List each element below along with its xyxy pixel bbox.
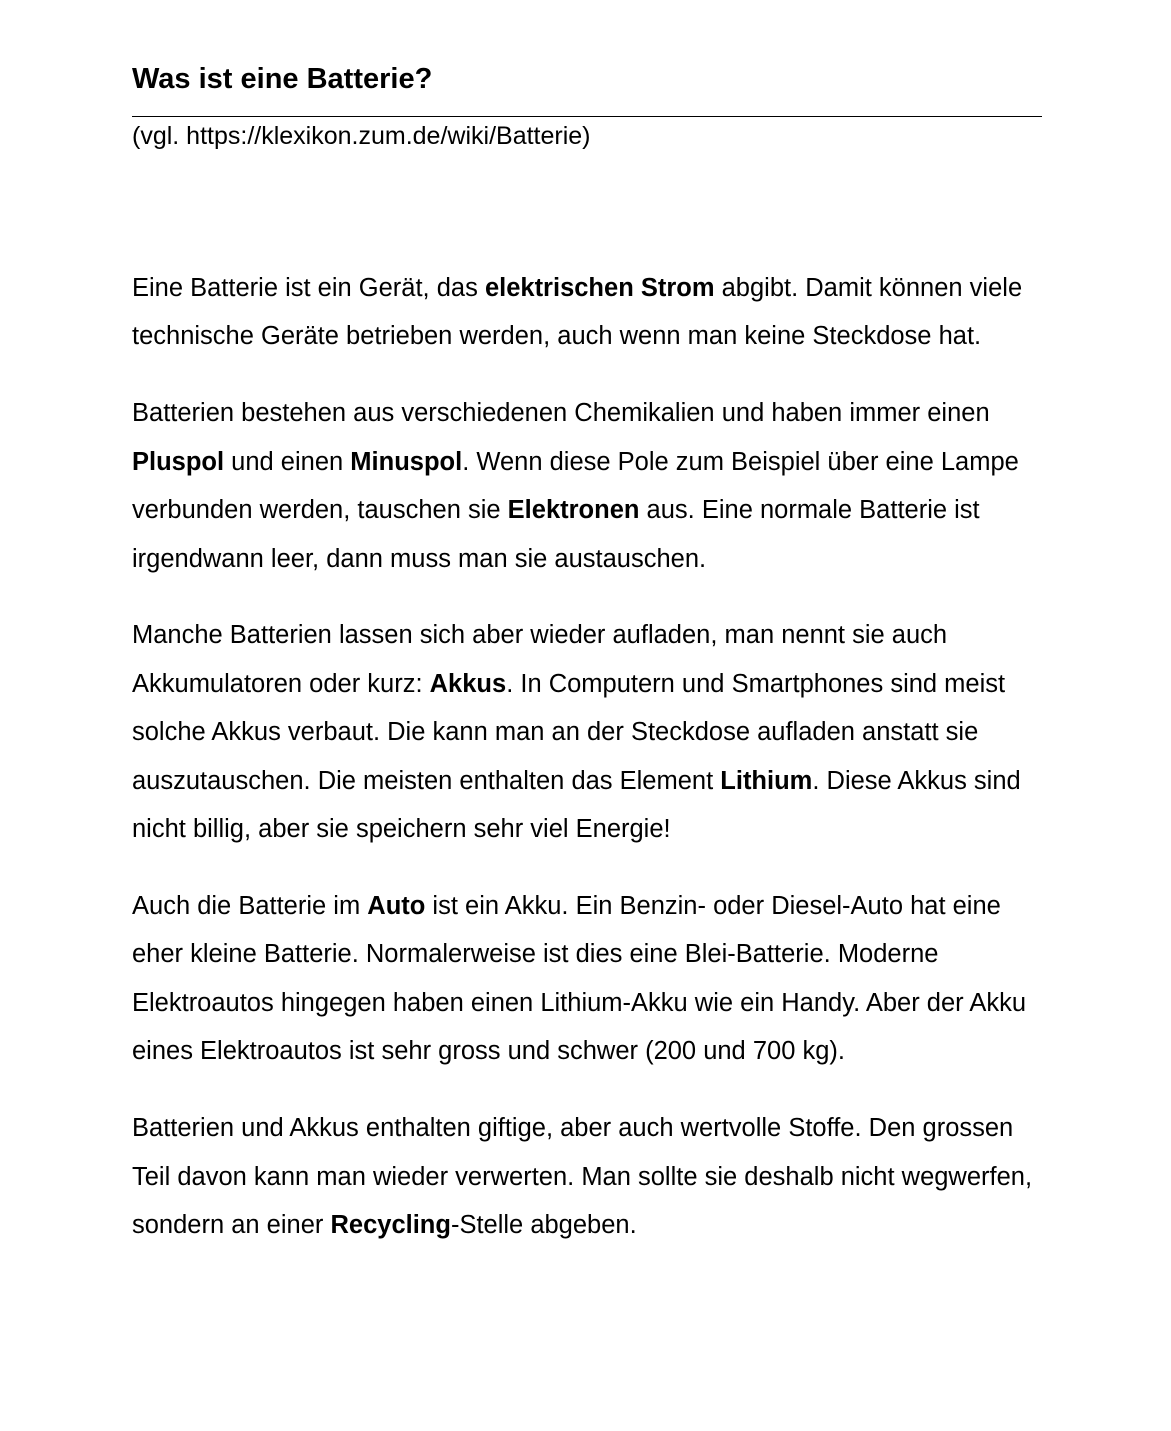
bold-term-elektronen: Elektronen bbox=[507, 496, 640, 525]
title-divider bbox=[132, 116, 1042, 117]
paragraph-text: Auch die Batterie im bbox=[132, 891, 368, 920]
bold-term-elektrischer-strom: elektrischen Strom bbox=[484, 274, 715, 302]
bold-term-minuspol: Minuspol bbox=[350, 447, 463, 476]
paragraph-text: Batterien bestehen aus verschiedenen Chemikalien und haben immer einen bbox=[132, 399, 990, 428]
article-body bbox=[132, 264, 1042, 1278]
paragraph-text: . In Computern und Smartphones sind meist solche Akkus verbaut. Die kann man an der Steckdose aufladen anstatt sie auszutauschen. Die meisten enthalten das Element bbox=[132, 669, 1006, 795]
paragraph-text: Eine Batterie ist ein Gerät, das bbox=[132, 274, 485, 302]
paragraph-poles bbox=[132, 389, 1042, 583]
paragraph-text: abgibt. Damit können viele technische Geräte betrieben werden, auch wenn man keine Steckdose hat. bbox=[132, 274, 1023, 351]
paragraph-text: aus. Eine normale Batterie ist irgendwann leer, dann muss man sie austauschen. bbox=[132, 496, 980, 573]
bold-term-lithium: Lithium bbox=[720, 766, 813, 795]
paragraph-text: Manche Batterien lassen sich aber wieder aufladen, man nennt sie auch Akkumulatoren oder kurz: bbox=[132, 621, 948, 698]
paragraph-text: . Wenn diese Pole zum Beispiel über eine Lampe verbunden werden, tauschen sie bbox=[132, 447, 1019, 525]
paragraph-recycling bbox=[132, 1104, 1042, 1249]
paragraph-akkus bbox=[132, 611, 1042, 853]
source-reference: (vgl. https://klexikon.zum.de/wiki/Batterie) bbox=[132, 122, 591, 150]
paragraph-auto bbox=[132, 882, 1042, 1076]
paragraph-intro bbox=[132, 264, 1042, 361]
paragraph-text: und einen bbox=[224, 447, 351, 476]
page-title: Was ist eine Batterie? bbox=[132, 63, 433, 95]
bold-term-akkus: Akkus bbox=[429, 669, 507, 698]
paragraph-text: ist ein Akku. Ein Benzin- oder Diesel-Auto hat eine eher kleine Batterie. Normalerweise ist dies eine Blei-Batterie. Moderne Elektroautos hingegen haben einen Lithium-Akku wie ein Handy. Aber der Akku eines Elektroautos ist sehr gross und schwer (200 und 700 kg). bbox=[132, 891, 1027, 1066]
bold-term-recycling: Recycling bbox=[330, 1210, 451, 1239]
bold-term-auto: Auto bbox=[367, 891, 426, 920]
paragraph-text: Batterien und Akkus enthalten giftige, aber auch wertvolle Stoffe. Den grossen Teil davon kann man wieder verwerten. Man sollte sie deshalb nicht wegwerfen, sondern an einer bbox=[132, 1114, 1033, 1239]
paragraph-text: -Stelle abgeben. bbox=[450, 1210, 637, 1239]
paragraph-text: . Diese Akkus sind nicht billig, aber sie speichern sehr viel Energie! bbox=[132, 766, 1021, 844]
bold-term-pluspol: Pluspol bbox=[132, 447, 225, 476]
